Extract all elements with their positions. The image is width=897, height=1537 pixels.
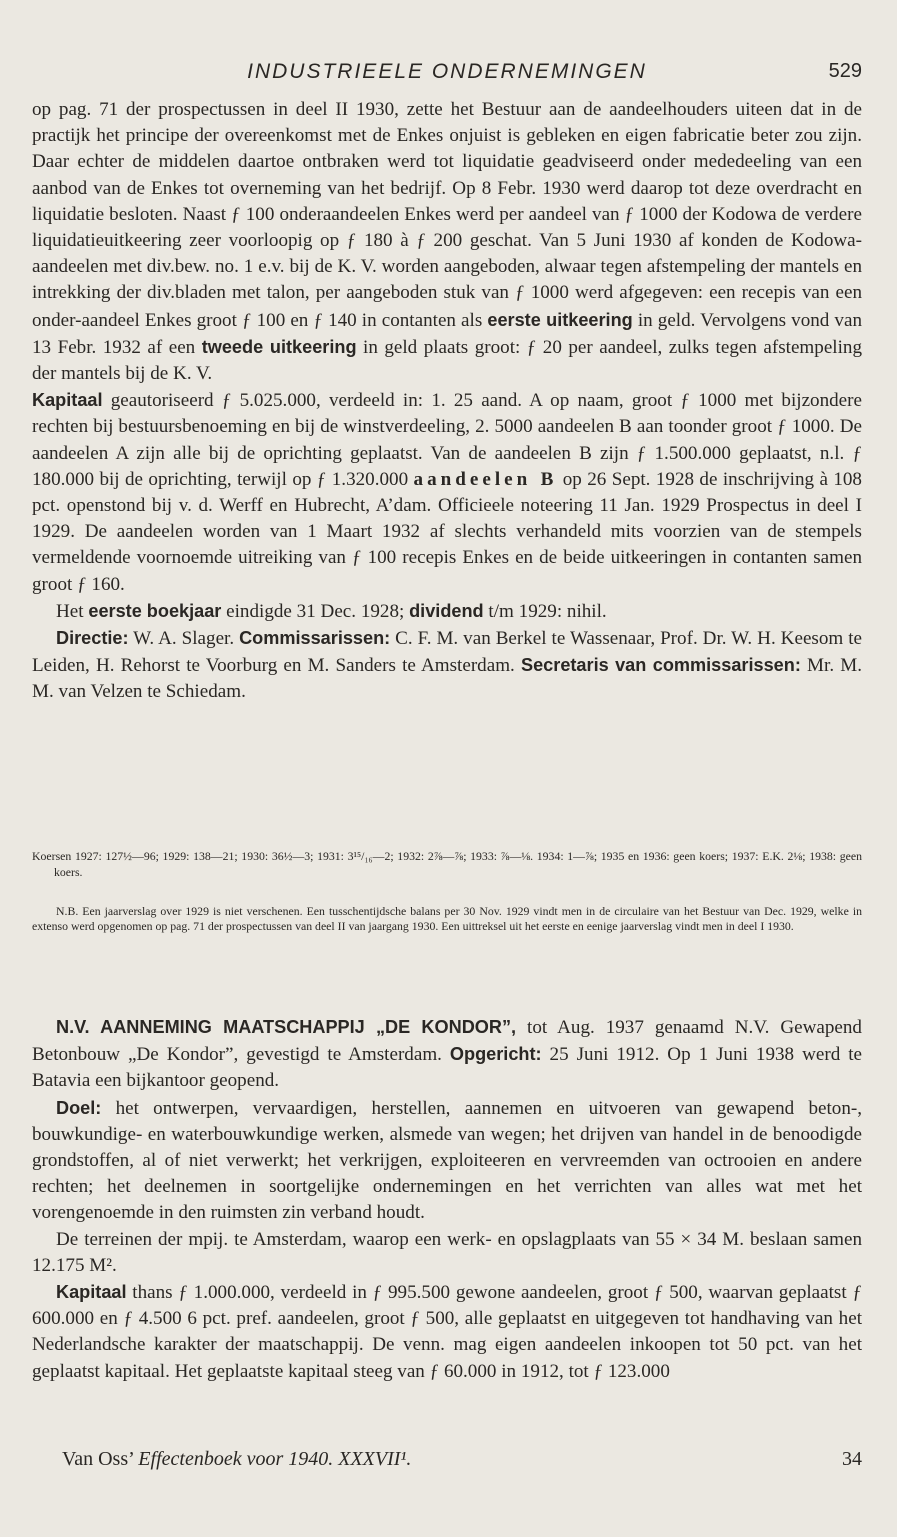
koersen-note: Koersen 1927: 127½—96; 1929: 138—21; 1930: 36½—3; 1931: 3¹⁵/₁₆—2; 1932: 2⅞—⅞; 1933: ⅞—⅛. 1934: 1—⅞; 1935 en 1936: geen koers; 1937: E.K. 2⅛; 1938: geen koers. xyxy=(32,849,862,879)
kapitaal-paragraph: Kapitaal geautoriseerd ƒ 5.025.000, verdeeld in: 1. 25 aand. A op naam, groot ƒ 1000 met bijzondere rechten bij bestuursbenoeming en bij de winstverdeeling, 2. 5000 aandeelen B aan toonder groot ƒ 1000. De aandeelen A zijn alle bij de oprichting geplaatst. Van de aandeelen B zijn ƒ 1.500.000 geplaatst, n.l. ƒ 180.000 bij de oprichting, terwijl op ƒ 1.320.000 aandeelen B op 26 Sept. 1928 de inschrijving à 108 pct. openstond bij v. d. Werff en Hubrecht, A’dam. Officieele noteering 11 Jan. 1929 Prospectus in deel I 1929. De aandeelen worden van 1 Maart 1932 af slechts verhandeld mits voorzien van de stempels vermeldende voornoemde uitreiking van ƒ 100 recepis Enkes en de beide uitkeeringen in contanten samen groot ƒ 160. xyxy=(32,390,862,595)
commissarissen-label: Commissarissen: xyxy=(239,628,391,649)
kapitaal-label: Kapitaal xyxy=(32,390,103,411)
kondor-intro: N.V. AANNEMING MAATSCHAPPIJ „DE KONDOR”, tot Aug. 1937 genaamd N.V. Gewapend Betonbouw „De Kondor”, gevestigd te Amsterdam. Opgericht: 25 Juni 1912. Op 1 Juni 1938 werd te Batavia een bijkantoor geopend. xyxy=(32,1017,862,1092)
footer-book-title: Effectenboek voor 1940. XXXVII¹. xyxy=(138,1448,412,1470)
company-name: N.V. AANNEMING MAATSCHAPPIJ „DE KONDOR”, xyxy=(56,1017,517,1037)
directie-label: Directie: xyxy=(56,628,129,649)
doel-paragraph: Doel: het ontwerpen, vervaardigen, herstellen, aannemen en uitvoeren van gewapend beton-, bouwkundige- en waterbouwkundige werken, alsmede van wegen; het drijven van handel in de benoodigde grondstoffen, al of niet verwerkt; het verkrijgen, exploiteeren en vervreemden van octrooien en andere rechten; het deelnemen in soortgelijke ondernemingen en het verrichten van alles wat met het vorengenoemde in den ruimsten zin verband houdt. xyxy=(32,1097,862,1224)
secretaris-label: Secretaris van commissarissen: xyxy=(521,655,801,676)
kondor-kapitaal-label: Kapitaal xyxy=(56,1282,127,1303)
aandeelen-b-term: aandeelen B xyxy=(413,468,558,490)
footer-publisher: Van Oss’ xyxy=(62,1448,134,1470)
footer-number: 34 xyxy=(842,1448,862,1470)
kodowa-section xyxy=(32,97,862,706)
eerste-uitkeering-term: eerste uitkeering xyxy=(487,309,633,330)
kondor-section xyxy=(32,1014,862,1385)
page-footer xyxy=(62,1448,862,1471)
boekjaar-paragraph: Het eerste boekjaar eindigde 31 Dec. 1928; dividend t/m 1929: nihil. xyxy=(56,600,607,622)
kondor-kapitaal-paragraph: Kapitaal thans ƒ 1.000.000, verdeeld in ƒ 995.500 gewone aandeelen, groot ƒ 500, waarvan geplaatst ƒ 600.000 en ƒ 4.500 6 pct. pref. aandeelen, groot ƒ 500, alle geplaatst en uitgegeven tot handhaving van het Nederlandsche karakter der maatschappij. De venn. mag eigen aandeelen inkoopen tot 50 pct. van het geplaatst kapitaal. Het geplaatste kapitaal steeg van ƒ 60.000 in 1912, tot ƒ 123.000 xyxy=(32,1282,862,1382)
opgericht-label: Opgericht: xyxy=(449,1044,542,1065)
page-number: 529 xyxy=(828,60,862,82)
dividend-term: dividend xyxy=(409,600,484,621)
directie-paragraph: Directie: W. A. Slager. Commissarissen: C. F. M. van Berkel te Wassenaar, Prof. Dr. W. H. Keesom te Leiden, H. Rehorst te Voorburg en M. Sanders te Amsterdam. Secretaris van commissarissen: Mr. M. M. van Velzen te Schiedam. xyxy=(32,628,862,703)
page-header xyxy=(32,60,862,88)
liquidation-paragraph: op pag. 71 der prospectussen in deel II 1930, zette het Bestuur aan de aandeelhouders uiteen dat in de practijk het principe der overeenkomst met de Enkes onjuist is gebleken en eigen fabricatie beter zou zijn. Daar echter de middelen daartoe ontbraken werd tot liquidatie geadviseerd onder mededeeling van een aanbod van de Enkes tot overneming van het bedrijf. Op 8 Febr. 1930 werd daarop tot deze overdracht en liquidatie besloten. Naast ƒ 100 onderaandeelen Enkes werd per aandeel van ƒ 1000 der Kodowa de verdere liquidatieuitkeering zeer voorloopig op ƒ 180 à ƒ 200 geschat. Van 5 Juni 1930 af konden de Kodowa-aandeelen met div.bew. no. 1 e.v. bij de K. V. worden aangeboden, alwaar tegen afstempeling der mantels en intrekking der div.bladen met talon, per aangeboden stuk van ƒ 1000 werd afgegeven: een recepis van een onder-aandeel Enkes groot ƒ 100 en ƒ 140 in contanten als eerste uitkeering in geld. Vervolgens vond van 13 Febr. 1932 af een tweede uitkeering in geld plaats groot: ƒ 20 per aandeel, zulks tegen afstempeling der mantels bij de K. V. xyxy=(32,99,863,385)
running-title: INDUSTRIEELE ONDERNEMINGEN xyxy=(247,60,647,83)
boekjaar-term: eerste boekjaar xyxy=(88,600,222,621)
tweede-uitkeering-term: tweede uitkeering xyxy=(201,336,357,357)
terreinen-paragraph: De terreinen der mpij. te Amsterdam, waarop een werk- en opslagplaats van 55 × 34 M. beslaan samen 12.175 M². xyxy=(32,1228,862,1276)
doel-label: Doel: xyxy=(56,1097,102,1118)
nb-note: N.B. Een jaarverslag over 1929 is niet verschenen. Een tusschentijdsche balans per 30 Nov. 1929 vindt men in de circulaire van het Bestuur van Dec. 1929, welke in extenso werd opgenomen op pag. 71 der prospectussen van deel II van jaargang 1930. Een uittreksel uit het eerste en eenige jaarverslag vindt men in deel I 1930. xyxy=(32,904,862,933)
